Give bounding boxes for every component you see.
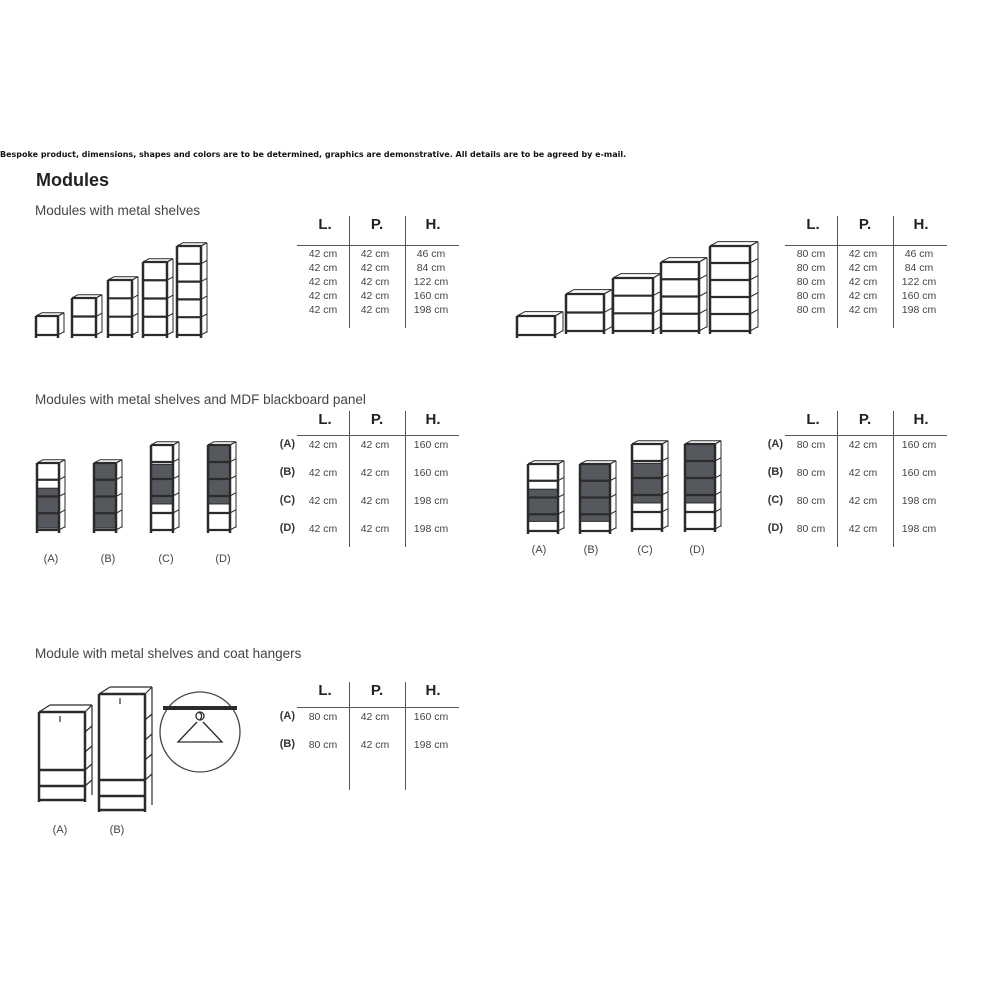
cell-depth: 42 cm xyxy=(848,262,878,274)
cell-height: 160 cm xyxy=(413,290,449,302)
cell-height: 160 cm xyxy=(901,467,937,479)
cell-depth: 42 cm xyxy=(848,304,878,316)
cell-depth: 42 cm xyxy=(360,290,390,302)
cell-depth: 42 cm xyxy=(360,495,390,507)
cell-height: 46 cm xyxy=(416,248,446,260)
header-length: L. xyxy=(318,411,332,428)
module-caption: (D) xyxy=(689,544,705,556)
cell-length: 80 cm xyxy=(796,262,826,274)
cell-depth: 42 cm xyxy=(360,739,390,751)
cell-length: 80 cm xyxy=(796,439,826,451)
cell-length: 42 cm xyxy=(308,248,338,260)
cell-length: 42 cm xyxy=(308,262,338,274)
cell-height: 84 cm xyxy=(416,262,446,274)
cell-height: 198 cm xyxy=(413,495,449,507)
header-height: H. xyxy=(913,216,929,233)
header-rule xyxy=(785,435,947,436)
cell-length: 42 cm xyxy=(308,439,338,451)
coat-module-b xyxy=(99,694,145,812)
column-rule xyxy=(349,682,350,790)
row-label: (D) xyxy=(279,522,295,534)
cell-depth: 42 cm xyxy=(848,439,878,451)
header-length: L. xyxy=(318,216,332,233)
cell-height: 198 cm xyxy=(901,523,937,535)
module-caption: (B) xyxy=(100,553,116,565)
cell-length: 80 cm xyxy=(308,739,338,751)
section-title-mdf: Modules with metal shelves and MDF blackboard panel xyxy=(35,392,366,407)
module-caption: (B) xyxy=(583,544,599,556)
header-depth: P. xyxy=(858,216,872,233)
header-length: L. xyxy=(806,216,820,233)
header-depth: P. xyxy=(370,682,384,699)
header-depth: P. xyxy=(370,411,384,428)
hanger-detail xyxy=(160,692,240,772)
cell-depth: 42 cm xyxy=(848,290,878,302)
cell-height: 198 cm xyxy=(413,304,449,316)
header-length: L. xyxy=(318,682,332,699)
header-rule xyxy=(297,245,459,246)
cell-height: 198 cm xyxy=(413,523,449,535)
cell-length: 80 cm xyxy=(796,467,826,479)
cell-height: 122 cm xyxy=(413,276,449,288)
section-title-metal: Modules with metal shelves xyxy=(35,203,201,218)
cell-length: 42 cm xyxy=(308,276,338,288)
cell-depth: 42 cm xyxy=(848,276,878,288)
row-label: (B) xyxy=(279,738,295,750)
cell-length: 42 cm xyxy=(308,467,338,479)
module-caption: (D) xyxy=(215,553,231,565)
row-label: (C) xyxy=(279,494,295,506)
header-rule xyxy=(297,707,459,708)
header-depth: P. xyxy=(370,216,384,233)
header-rule xyxy=(785,245,947,246)
cell-height: 198 cm xyxy=(901,495,937,507)
cell-depth: 42 cm xyxy=(360,439,390,451)
header-depth: P. xyxy=(858,411,872,428)
cell-depth: 42 cm xyxy=(848,248,878,260)
cell-length: 80 cm xyxy=(796,276,826,288)
cell-depth: 42 cm xyxy=(360,523,390,535)
cell-length: 42 cm xyxy=(308,304,338,316)
header-height: H. xyxy=(913,411,929,428)
module-caption: (A) xyxy=(531,544,547,556)
cell-depth: 42 cm xyxy=(360,467,390,479)
cell-length: 80 cm xyxy=(796,248,826,260)
cell-length: 80 cm xyxy=(796,304,826,316)
row-label: (D) xyxy=(767,522,783,534)
header-height: H. xyxy=(425,216,441,233)
module-caption: (A) xyxy=(52,824,68,836)
cell-depth: 42 cm xyxy=(360,304,390,316)
cell-height: 160 cm xyxy=(413,467,449,479)
row-label: (C) xyxy=(767,494,783,506)
module-caption: (B) xyxy=(109,824,125,836)
cell-height: 160 cm xyxy=(901,290,937,302)
cell-depth: 42 cm xyxy=(360,248,390,260)
row-label: (A) xyxy=(767,438,783,450)
disclaimer-text: Bespoke product, dimensions, shapes and colors are to be determined, graphics are demonstrative. All details are to be agreed by e-mail. xyxy=(0,150,627,159)
cell-length: 42 cm xyxy=(308,495,338,507)
row-label: (A) xyxy=(279,710,295,722)
cell-height: 160 cm xyxy=(413,711,449,723)
cell-length: 42 cm xyxy=(308,290,338,302)
cell-height: 160 cm xyxy=(413,439,449,451)
column-rule xyxy=(405,682,406,790)
row-label: (B) xyxy=(767,466,783,478)
cell-height: 46 cm xyxy=(904,248,934,260)
cell-depth: 42 cm xyxy=(360,276,390,288)
row-label: (A) xyxy=(279,438,295,450)
cell-height: 198 cm xyxy=(413,739,449,751)
cell-length: 80 cm xyxy=(796,290,826,302)
cell-depth: 42 cm xyxy=(360,711,390,723)
cell-depth: 42 cm xyxy=(848,467,878,479)
cell-height: 160 cm xyxy=(901,439,937,451)
cell-height: 84 cm xyxy=(904,262,934,274)
module-caption: (A) xyxy=(43,553,59,565)
cell-depth: 42 cm xyxy=(360,262,390,274)
cell-length: 42 cm xyxy=(308,523,338,535)
row-label: (B) xyxy=(279,466,295,478)
cell-depth: 42 cm xyxy=(848,523,878,535)
header-height: H. xyxy=(425,411,441,428)
coat-module-a xyxy=(39,712,85,802)
module-caption: (C) xyxy=(637,544,653,556)
cell-length: 80 cm xyxy=(796,523,826,535)
cell-height: 122 cm xyxy=(901,276,937,288)
module-caption: (C) xyxy=(158,553,174,565)
header-height: H. xyxy=(425,682,441,699)
page-title: Modules xyxy=(36,170,110,190)
header-rule xyxy=(297,435,459,436)
cell-height: 198 cm xyxy=(901,304,937,316)
section-title-coat: Module with metal shelves and coat hangers xyxy=(35,646,302,661)
cell-length: 80 cm xyxy=(308,711,338,723)
header-length: L. xyxy=(806,411,820,428)
cell-depth: 42 cm xyxy=(848,495,878,507)
cell-length: 80 cm xyxy=(796,495,826,507)
